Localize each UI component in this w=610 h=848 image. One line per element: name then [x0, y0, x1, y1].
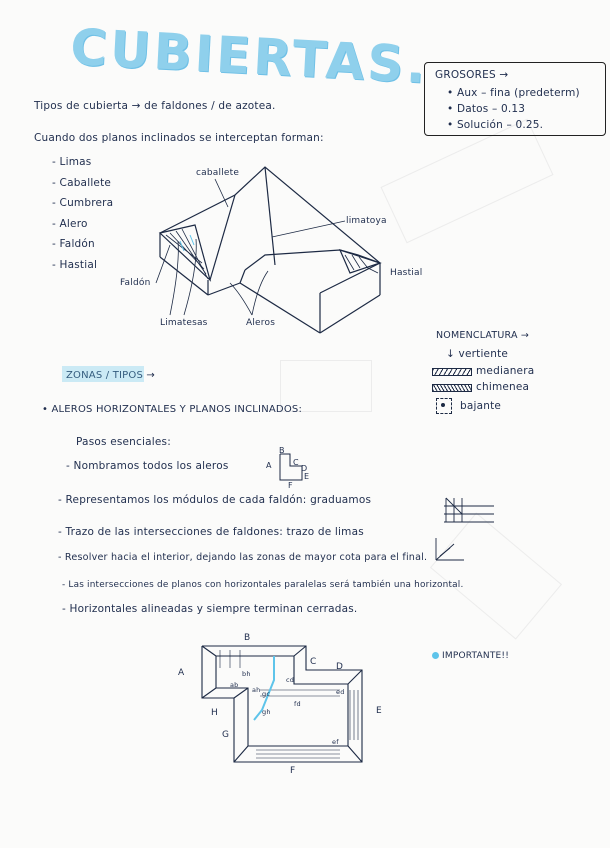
label-limatesas: Limatesas — [160, 318, 208, 328]
plan-letter: H — [211, 708, 218, 718]
zonas-title: ZONAS / TIPOS → — [66, 370, 155, 381]
step-item: - Trazo de las intersecciones de faldones: trazo de limas — [58, 526, 364, 538]
bajante-dot — [441, 403, 445, 407]
nomenclatura-item: bajante — [460, 400, 502, 412]
medianera-symbol — [432, 368, 472, 376]
term-list — [52, 152, 113, 275]
label-limatoya: limatoya — [346, 216, 387, 226]
grosores-item: • Datos – 0.13 — [447, 103, 526, 115]
plan-inner-label: ed — [336, 688, 345, 696]
nomenclatura-item: chimenea — [476, 381, 530, 393]
term-item: - Limas — [52, 156, 92, 168]
grosores-item: • Aux – fina (predeterm) — [447, 87, 580, 99]
graduate-sketch — [434, 492, 504, 534]
plan-inner-label: gh — [262, 708, 271, 716]
step-item: - Nombramos todos los aleros — [66, 460, 229, 472]
plan-letter: G — [222, 730, 230, 740]
chimenea-symbol — [432, 384, 472, 392]
term-item: - Faldón — [52, 238, 95, 250]
plan-letter: C — [310, 657, 317, 667]
grosores-item: • Solución – 0.25. — [447, 119, 544, 131]
nomenclatura-item: ↓ vertiente — [446, 348, 509, 360]
plan-inner-label: ah — [252, 686, 261, 694]
mini-letter: C — [293, 458, 299, 467]
plan-inner-label: fd — [294, 700, 301, 708]
zonas-highlight — [62, 366, 144, 382]
importante-dot — [432, 652, 439, 659]
term-item: - Caballete — [52, 176, 112, 189]
step-item: - Horizontales alineadas y siempre terminan cerradas. — [62, 603, 358, 615]
step-item: - Las intersecciones de planos con horizontales paralelas será también una horizontal. — [62, 580, 464, 590]
plan-letter: A — [178, 668, 185, 678]
plan-inner-label: ab — [230, 681, 239, 689]
mini-letter: B — [279, 446, 285, 455]
label-caballete: caballete — [196, 168, 240, 178]
step-item: - Resolver hacia el interior, dejando las zonas de mayor cota para el final. — [58, 552, 428, 563]
roof-diagram — [140, 155, 423, 335]
limas-sketch — [430, 534, 470, 564]
mini-letter: A — [266, 461, 272, 470]
mini-letter: D — [301, 464, 308, 473]
plan-inner-label: ef — [332, 738, 339, 746]
plan-letter: D — [336, 662, 344, 672]
plan-letter: F — [290, 766, 296, 776]
importante-label: IMPORTANTE!! — [442, 651, 510, 661]
label-faldon: Faldón — [120, 278, 151, 288]
intro-types: Tipos de cubierta → de faldones / de azotea. — [34, 100, 276, 112]
term-item: - Alero — [52, 217, 88, 230]
grosores-box — [424, 62, 606, 136]
plan-inner-label: gc — [262, 690, 271, 698]
mini-letter: F — [288, 481, 293, 490]
intro-when: Cuando dos planos inclinados se interceptan forman: — [34, 132, 324, 144]
roof-plan — [190, 640, 380, 770]
plan-inner-label: cd — [286, 676, 295, 684]
pasos-title: Pasos esenciales: — [76, 436, 171, 448]
page-title: CUBIERTAS. — [68, 18, 430, 95]
mini-alero-diagram — [270, 448, 320, 488]
label-aleros: Aleros — [246, 318, 276, 328]
step-item: - Representamos los módulos de cada faldón: graduamos — [58, 494, 372, 506]
grosores-title: GROSORES → — [435, 69, 509, 81]
plan-letter: E — [376, 706, 382, 716]
plan-inner-label: bh — [242, 670, 251, 678]
label-hastial: Hastial — [390, 268, 423, 278]
term-item: - Cumbrera — [52, 197, 114, 209]
section-heading: • ALEROS HORIZONTALES Y PLANOS INCLINADOS: — [42, 404, 303, 415]
mini-letter: E — [304, 472, 310, 481]
nomenclatura-item: medianera — [476, 365, 535, 377]
plan-letter: B — [244, 633, 251, 643]
nomenclatura-title: NOMENCLATURA → — [436, 330, 530, 341]
term-item: - Hastial — [52, 258, 98, 271]
